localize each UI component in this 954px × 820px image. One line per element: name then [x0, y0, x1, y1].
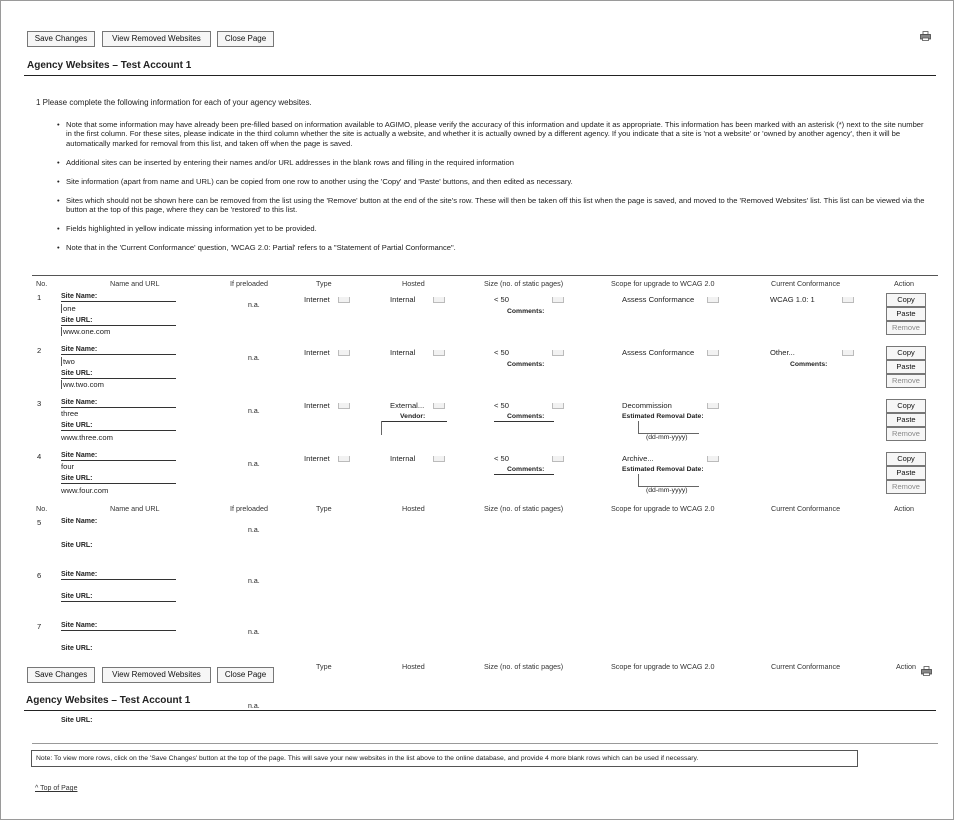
site-name-input[interactable]: three	[61, 409, 79, 418]
type-select[interactable]: Internet	[304, 454, 330, 463]
removal-date-input[interactable]	[638, 421, 699, 434]
printer-icon[interactable]	[921, 666, 932, 676]
col-conformance-header: Current Conformance	[771, 279, 841, 288]
copy-button[interactable]: Copy	[886, 452, 926, 466]
col-scope-header: Scope for upgrade to WCAG 2.0	[611, 504, 715, 513]
col-scope-header: Scope for upgrade to WCAG 2.0	[611, 279, 715, 288]
row-number: 3	[37, 399, 42, 408]
site-name-rule	[61, 354, 176, 355]
comments-label: Comments:	[507, 466, 545, 473]
col-name-header: Name and URL	[110, 504, 160, 513]
col-hosted-header: Hosted	[402, 279, 425, 288]
title-divider-bottom	[24, 710, 936, 711]
col-no-header: No.	[36, 504, 48, 513]
hosted-select[interactable]: Internal	[390, 454, 416, 463]
site-url-label: Site URL:	[61, 542, 93, 549]
remove-button[interactable]: Remove	[886, 374, 926, 388]
site-name-label: Site Name:	[61, 518, 98, 525]
row-number: 4	[37, 452, 42, 461]
hosted-dropdown-icon[interactable]	[433, 297, 445, 303]
vendor-rule	[381, 421, 447, 422]
preloaded-value: n.a.	[248, 461, 260, 468]
comments-label: Comments:	[507, 361, 545, 368]
preloaded-value: n.a.	[248, 578, 260, 585]
site-name-input[interactable]: two	[63, 357, 75, 366]
view-removed-websites-button-bottom[interactable]: View Removed Websites	[102, 667, 211, 683]
conformance-comments-label: Comments:	[790, 361, 828, 368]
conformance-dropdown-icon[interactable]	[842, 297, 854, 303]
instructions-intro: 1 Please complete the following information for each of your agency websites.	[36, 98, 312, 107]
col-size-header: Size (no. of static pages)	[484, 279, 564, 288]
vendor-input[interactable]	[381, 421, 382, 435]
col-conformance-header: Current Conformance	[771, 504, 841, 513]
removal-date-input[interactable]	[638, 474, 699, 487]
col-type-header: Type	[316, 279, 332, 288]
size-dropdown-icon[interactable]	[552, 297, 564, 303]
site-name-input[interactable]: four	[61, 462, 75, 471]
site-url-rule	[61, 601, 176, 602]
col-preloaded-header: If preloaded	[230, 504, 268, 513]
col-action-header: Action	[894, 504, 914, 513]
row-number: 2	[37, 346, 42, 355]
close-page-button[interactable]: Close Page	[217, 31, 274, 47]
note-prefilled: • Note that some information may have already been pre-filled based on information available to AGIMO, please verify the accuracy of this information and update it as appropriate. This information has been marked with an asterisk (*) next to the site number in the first column. For these sites, please indicate in the third column whether the site is actually a website, and whether it is actually owned by a different agency. If you indicate that a site is 'not a website' or 'owned by another agency', then it will be automatically marked for removal from this list, and taken off when the page is saved.	[57, 120, 926, 148]
scope-select[interactable]: Assess Conformance	[622, 348, 695, 357]
paste-button[interactable]: Paste	[886, 466, 926, 480]
page-title: Agency Websites – Test Account 1	[27, 60, 192, 71]
col-hosted-header: Hosted	[402, 504, 425, 513]
size-select[interactable]: < 50	[494, 401, 509, 410]
site-url-input[interactable]: www.four.com	[61, 486, 109, 495]
paste-button[interactable]: Paste	[886, 413, 926, 427]
scope-select[interactable]: Archive...	[622, 454, 654, 463]
remove-button[interactable]: Remove	[886, 427, 926, 441]
site-url-rule	[61, 483, 176, 484]
preloaded-value: n.a.	[248, 355, 260, 362]
site-name-rule	[61, 579, 176, 580]
site-name-label: Site Name:	[61, 399, 98, 406]
site-name-rule	[61, 407, 176, 408]
col-action-header: Action	[894, 279, 914, 288]
site-url-rule	[61, 378, 176, 379]
preloaded-value: n.a.	[248, 527, 260, 534]
table-top-rule	[32, 275, 938, 276]
page-title-bottom: Agency Websites – Test Account 1	[26, 695, 191, 706]
type-select[interactable]: Internet	[304, 348, 330, 357]
hosted-dropdown-icon[interactable]	[433, 456, 445, 462]
site-url-label: Site URL:	[61, 370, 93, 377]
size-dropdown-icon[interactable]	[552, 350, 564, 356]
comments-rule	[494, 421, 554, 422]
view-removed-websites-button[interactable]: View Removed Websites	[102, 31, 211, 47]
copy-button[interactable]: Copy	[886, 346, 926, 360]
conformance-select[interactable]: Other...	[770, 348, 795, 357]
preloaded-value: n.a.	[248, 302, 260, 309]
row-number: 6	[37, 571, 42, 580]
site-url-input[interactable]: www.three.com	[61, 433, 113, 442]
row-number: 1	[37, 293, 42, 302]
paste-button[interactable]: Paste	[886, 307, 926, 321]
site-url-label: Site URL:	[61, 717, 93, 724]
top-of-page-link[interactable]: ^ Top of Page	[35, 785, 78, 792]
size-dropdown-icon[interactable]	[552, 403, 564, 409]
type-dropdown-icon[interactable]	[338, 350, 350, 356]
hosted-select[interactable]: External...	[390, 401, 425, 410]
hosted-select[interactable]: Internal	[390, 348, 416, 357]
site-url-input[interactable]: ww.two.com	[63, 380, 104, 389]
title-divider	[24, 75, 936, 76]
site-name-label: Site Name:	[61, 452, 98, 459]
footer-divider	[32, 743, 938, 744]
col-preloaded-header: If preloaded	[230, 279, 268, 288]
site-name-label: Site Name:	[61, 571, 98, 578]
site-name-label: Site Name:	[61, 346, 98, 353]
site-name-rule	[61, 630, 176, 631]
col-type-header: Type	[316, 662, 332, 671]
col-scope-header: Scope for upgrade to WCAG 2.0	[611, 662, 715, 671]
col-conformance-header: Current Conformance	[771, 662, 841, 671]
note-copy-paste: • Site information (apart from name and URL) can be copied from one row to another using the 'Copy' and 'Paste' buttons, and then edited as necessary.	[57, 177, 926, 186]
scope-select[interactable]: Assess Conformance	[622, 295, 695, 304]
site-name-input[interactable]: one	[63, 304, 76, 313]
scope-dropdown-icon[interactable]	[707, 403, 719, 409]
preloaded-value: n.a.	[248, 408, 260, 415]
remove-button[interactable]: Remove	[886, 321, 926, 335]
row-number: 5	[37, 518, 42, 527]
type-dropdown-icon[interactable]	[338, 403, 350, 409]
save-changes-button-bottom[interactable]: Save Changes	[27, 667, 95, 683]
type-select[interactable]: Internet	[304, 295, 330, 304]
site-url-label: Site URL:	[61, 422, 93, 429]
scope-dropdown-icon[interactable]	[707, 456, 719, 462]
removal-date-label: Estimated Removal Date:	[622, 413, 704, 420]
note-conformance: • Note that in the 'Current Conformance' question, 'WCAG 2.0: Partial' refers to a "Statement of Partial Conformance".	[57, 243, 926, 252]
scope-dropdown-icon[interactable]	[707, 350, 719, 356]
conformance-dropdown-icon[interactable]	[842, 350, 854, 356]
hosted-dropdown-icon[interactable]	[433, 403, 445, 409]
size-select[interactable]: < 50	[494, 454, 509, 463]
comments-label: Comments:	[507, 413, 545, 420]
hosted-select[interactable]: Internal	[390, 295, 416, 304]
copy-button[interactable]: Copy	[886, 399, 926, 413]
vendor-label: Vendor:	[400, 413, 426, 420]
size-dropdown-icon[interactable]	[552, 456, 564, 462]
site-url-label: Site URL:	[61, 317, 93, 324]
type-dropdown-icon[interactable]	[338, 297, 350, 303]
date-format-hint: (dd-mm-yyyy)	[646, 434, 688, 441]
site-url-label: Site URL:	[61, 475, 93, 482]
site-name-label: Site Name:	[61, 293, 98, 300]
printer-icon[interactable]	[920, 31, 931, 41]
note-yellow-fields: • Fields highlighted in yellow indicate missing information yet to be provided.	[57, 224, 926, 233]
preloaded-value: n.a.	[248, 703, 260, 710]
size-select[interactable]: < 50	[494, 348, 509, 357]
row-number: 7	[37, 622, 42, 631]
col-no-header: No.	[36, 279, 48, 288]
site-url-rule	[61, 325, 176, 326]
hosted-dropdown-icon[interactable]	[433, 350, 445, 356]
conformance-select[interactable]: WCAG 1.0: 1	[770, 295, 815, 304]
date-format-hint: (dd-mm-yyyy)	[646, 487, 688, 494]
size-select[interactable]: < 50	[494, 295, 509, 304]
site-url-label: Site URL:	[61, 593, 93, 600]
footer-note: Note: To view more rows, click on the 'Save Changes' button at the top of the page. This will save your new websites in the list above to the online database, and provide 4 more blank rows which can be used if necessary.	[31, 750, 858, 767]
col-size-header: Size (no. of static pages)	[484, 662, 564, 671]
note-remove: • Sites which should not be shown here can be removed from the list using the 'Remove' button at the end of the site's row. These will then be taken off this list when the page is saved, and moved to the 'Removed Websites' list. This list can be viewed via the button at the top of this page, where they can be 'restored' to this list.	[57, 196, 926, 215]
col-name-header: Name and URL	[110, 279, 160, 288]
save-changes-button[interactable]: Save Changes	[27, 31, 95, 47]
col-size-header: Size (no. of static pages)	[484, 504, 564, 513]
site-url-rule	[61, 430, 176, 431]
remove-button[interactable]: Remove	[886, 480, 926, 494]
col-type-header: Type	[316, 504, 332, 513]
site-url-input[interactable]: www.one.com	[63, 327, 111, 336]
comments-rule	[494, 474, 554, 475]
preloaded-value: n.a.	[248, 629, 260, 636]
col-action-header: Action	[896, 662, 916, 671]
comments-label: Comments:	[507, 308, 545, 315]
scope-select[interactable]: Decommission	[622, 401, 672, 410]
col-hosted-header: Hosted	[402, 662, 425, 671]
note-additional-sites: • Additional sites can be inserted by entering their names and/or URL addresses in the blank rows and filling in the required information	[57, 158, 926, 167]
site-url-label: Site URL:	[61, 645, 93, 652]
scope-dropdown-icon[interactable]	[707, 297, 719, 303]
paste-button[interactable]: Paste	[886, 360, 926, 374]
close-page-button-bottom[interactable]: Close Page	[217, 667, 274, 683]
type-dropdown-icon[interactable]	[338, 456, 350, 462]
copy-button[interactable]: Copy	[886, 293, 926, 307]
site-name-label: Site Name:	[61, 622, 98, 629]
type-select[interactable]: Internet	[304, 401, 330, 410]
site-name-rule	[61, 460, 176, 461]
site-name-rule	[61, 301, 176, 302]
removal-date-label: Estimated Removal Date:	[622, 466, 704, 473]
